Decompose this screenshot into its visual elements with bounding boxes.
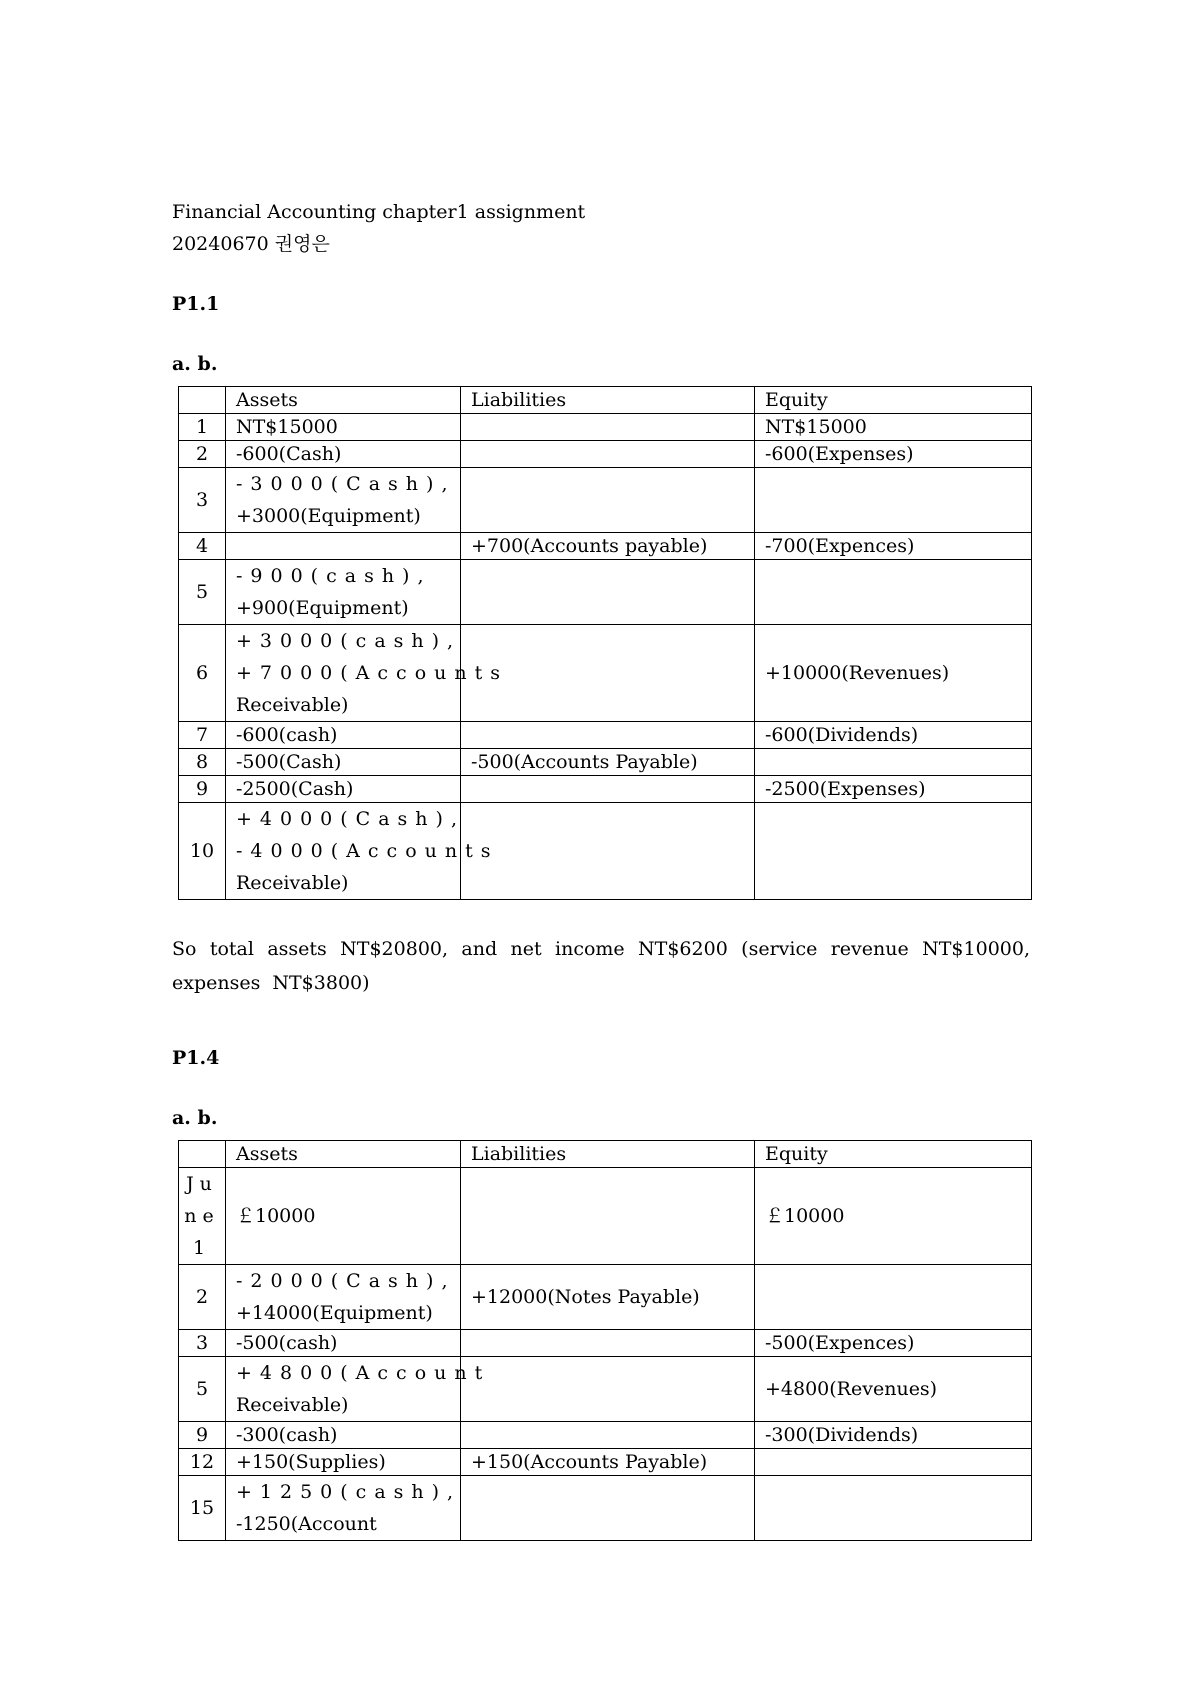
- liabilities-cell: [461, 468, 755, 533]
- equity-cell: -300(Dividends): [755, 1422, 1032, 1449]
- row-number-cell: 15: [179, 1476, 226, 1541]
- equity-cell: -500(Expences): [755, 1330, 1032, 1357]
- student-info: 20240670 권영은: [172, 233, 330, 255]
- assets-line: -500(cash): [236, 1332, 338, 1354]
- equity-cell: [755, 468, 1032, 533]
- assets-line: +7000(Accounts: [236, 662, 508, 684]
- equity-cell: NT$15000: [755, 414, 1032, 441]
- header-cell-liabilities: Liabilities: [461, 387, 755, 414]
- assets-cell: [226, 1265, 461, 1330]
- equity-cell: [755, 1449, 1032, 1476]
- assets-line: -900(cash),: [236, 565, 432, 587]
- assets-cell: [226, 468, 461, 533]
- table-row: [179, 1476, 1032, 1541]
- assets-line: -2500(Cash): [236, 778, 354, 800]
- header-cell-number: [179, 387, 226, 414]
- header-cell-equity: Equity: [755, 387, 1032, 414]
- equity-cell: [755, 560, 1032, 625]
- assets-line: -4000(Accounts: [236, 840, 499, 862]
- header-cell-number: [179, 1141, 226, 1168]
- assets-cell: [226, 776, 461, 803]
- row-number-cell: 12: [179, 1449, 226, 1476]
- liabilities-cell: [461, 560, 755, 625]
- liabilities-cell: [461, 1168, 755, 1265]
- liabilities-cell: [461, 1357, 755, 1422]
- assets-cell: [226, 722, 461, 749]
- equity-cell: +4800(Revenues): [755, 1357, 1032, 1422]
- assets-line: Receivable): [236, 1394, 349, 1416]
- table-row: [179, 776, 1032, 803]
- table-row: [179, 749, 1032, 776]
- row-number-cell: 2: [179, 441, 226, 468]
- assets-line: +150(Supplies): [236, 1451, 386, 1473]
- row-number-cell: 7: [179, 722, 226, 749]
- assets-cell: [226, 1330, 461, 1357]
- table-row: [179, 722, 1032, 749]
- document-page: [172, 196, 1032, 1541]
- assets-line: -300(cash): [236, 1424, 338, 1446]
- table-row: [179, 468, 1032, 533]
- assets-cell: [226, 1476, 461, 1541]
- ledger-table-p1-1: [178, 386, 1032, 900]
- subheading-p1-1: a. b.: [172, 353, 218, 375]
- assets-line: -600(cash): [236, 724, 338, 746]
- assets-line: -1250(Account: [236, 1513, 377, 1535]
- liabilities-cell: +150(Accounts Payable): [461, 1449, 755, 1476]
- equity-cell: [755, 1476, 1032, 1541]
- ledger-body-p1-4: [179, 1141, 1032, 1541]
- row-number-cell: 10: [179, 803, 226, 900]
- assets-cell: [226, 625, 508, 722]
- header-cell-assets: Assets: [226, 1141, 461, 1168]
- equity-cell: [755, 1265, 1032, 1330]
- equity-cell: +10000(Revenues): [755, 625, 1032, 722]
- table-row: [179, 414, 1032, 441]
- table-row: [179, 1422, 1032, 1449]
- assets-line: -2000(Cash),: [236, 1270, 456, 1292]
- assets-line: -500(Cash): [236, 751, 342, 773]
- table-row: [179, 1265, 1032, 1330]
- assets-line: +3000(Equipment): [236, 505, 421, 527]
- liabilities-cell: [461, 776, 755, 803]
- assets-line: ￡10000: [236, 1205, 316, 1227]
- table-row: [179, 1357, 1032, 1422]
- liabilities-cell: [461, 1422, 755, 1449]
- ledger-body-p1-1: [179, 387, 1032, 900]
- assets-line: +14000(Equipment): [236, 1302, 433, 1324]
- table-row: [179, 1330, 1032, 1357]
- table-row: [179, 441, 1032, 468]
- assets-line: -600(Cash): [236, 443, 342, 465]
- equity-cell: -700(Expences): [755, 533, 1032, 560]
- assets-cell: [226, 749, 461, 776]
- liabilities-cell: [461, 803, 755, 900]
- assets-line: NT$15000: [236, 416, 338, 438]
- row-number-cell: 6: [179, 625, 226, 722]
- liabilities-cell: [461, 414, 755, 441]
- row-number-cell: 5: [179, 1357, 226, 1422]
- assets-cell: [226, 414, 461, 441]
- assets-cell: [226, 560, 461, 625]
- table-row: [179, 533, 1032, 560]
- assets-line: Receivable): [236, 872, 349, 894]
- assets-cell: [226, 1422, 461, 1449]
- table-row: [179, 1168, 1032, 1265]
- liabilities-cell: [461, 722, 755, 749]
- assets-cell: [226, 1168, 461, 1265]
- row-number-cell: 5: [179, 560, 226, 625]
- liabilities-cell: -500(Accounts Payable): [461, 749, 755, 776]
- assets-line: +4000(Cash),: [236, 808, 465, 830]
- summary-paragraph: So total assets NT$20800, and net income NT$6200 (service revenue NT$10000, expenses NT$3800): [172, 938, 1030, 994]
- row-number-cell: 1: [179, 414, 226, 441]
- liabilities-cell: [461, 1330, 755, 1357]
- row-number-cell: June 1: [179, 1168, 226, 1265]
- assets-cell: [226, 803, 499, 900]
- assets-line: Receivable): [236, 694, 349, 716]
- row-number-cell: 9: [179, 776, 226, 803]
- table-row: [179, 560, 1032, 625]
- liabilities-cell: +12000(Notes Payable): [461, 1265, 755, 1330]
- row-number-cell: 2: [179, 1265, 226, 1330]
- ledger-table-p1-4: [178, 1140, 1032, 1541]
- row-number-cell: 3: [179, 1330, 226, 1357]
- table-row: [179, 625, 1032, 722]
- header-cell-liabilities: Liabilities: [461, 1141, 755, 1168]
- table-header-row: [179, 1141, 1032, 1168]
- row-number-cell: 9: [179, 1422, 226, 1449]
- subheading-p1-4: a. b.: [172, 1107, 218, 1129]
- document-title: Financial Accounting chapter1 assignment: [172, 201, 586, 223]
- header-cell-assets: Assets: [226, 387, 461, 414]
- assets-cell: [226, 1357, 491, 1422]
- liabilities-cell: +700(Accounts payable): [461, 533, 755, 560]
- table-row: [179, 803, 1032, 900]
- equity-cell: -600(Expenses): [755, 441, 1032, 468]
- liabilities-cell: [461, 441, 755, 468]
- row-number-cell: 8: [179, 749, 226, 776]
- row-number-cell: 4: [179, 533, 226, 560]
- assets-line: -3000(Cash),: [236, 473, 456, 495]
- liabilities-cell: [461, 1476, 755, 1541]
- assets-line: +4800(Account: [236, 1362, 491, 1384]
- equity-cell: -600(Dividends): [755, 722, 1032, 749]
- table-header-row: [179, 387, 1032, 414]
- equity-cell: [755, 803, 1032, 900]
- assets-cell: [226, 441, 461, 468]
- assets-cell: [226, 533, 461, 560]
- row-number-cell: 3: [179, 468, 226, 533]
- table-row: [179, 1449, 1032, 1476]
- header-cell-equity: Equity: [755, 1141, 1032, 1168]
- equity-cell: -2500(Expenses): [755, 776, 1032, 803]
- assets-line: +3000(cash),: [236, 630, 462, 652]
- equity-cell: ￡10000: [755, 1168, 1032, 1265]
- assets-line: +1250(cash),: [236, 1481, 462, 1503]
- equity-cell: [755, 749, 1032, 776]
- section-heading-p1-4: P1.4: [172, 1047, 220, 1069]
- section-heading-p1-1: P1.1: [172, 293, 220, 315]
- assets-line: +900(Equipment): [236, 597, 409, 619]
- assets-cell: [226, 1449, 461, 1476]
